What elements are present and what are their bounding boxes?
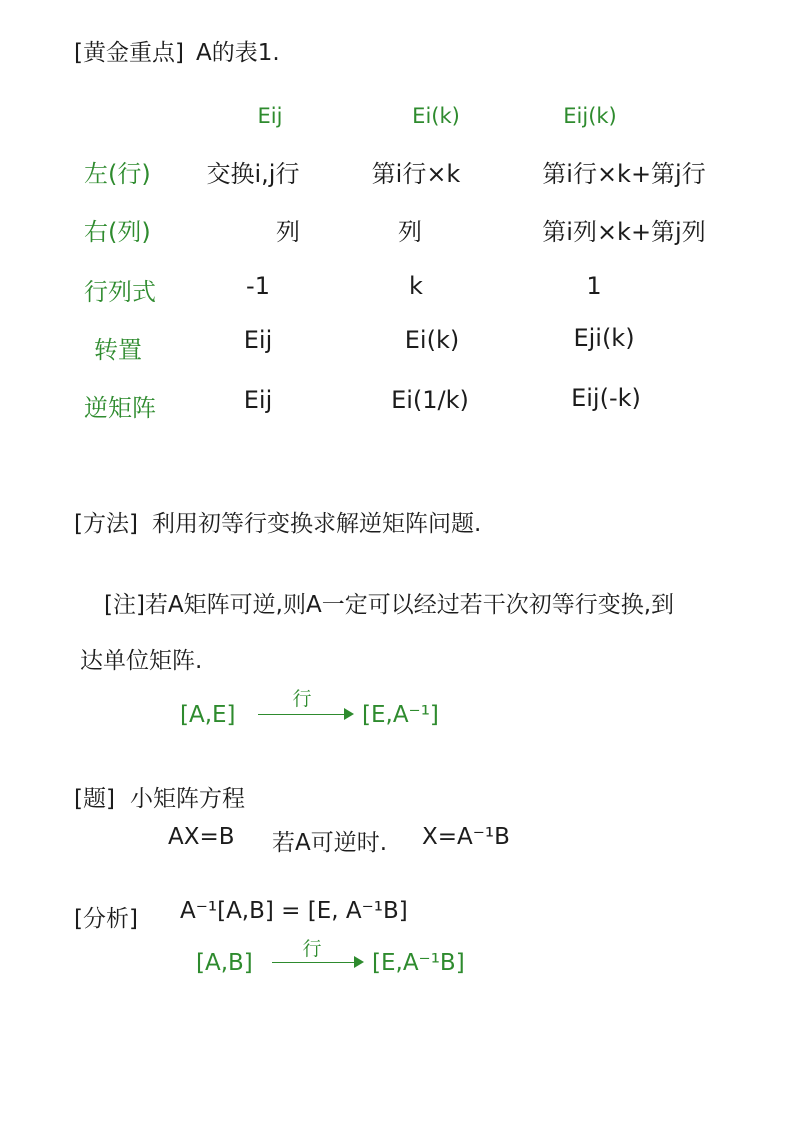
row-label-inverse: 逆矩阵: [84, 394, 156, 422]
table-cell: 列: [276, 218, 300, 246]
table-cell: 第i行×k: [371, 160, 461, 188]
analysis-arrow-left: [A,B]: [196, 950, 253, 976]
row-label-left-row: 左(行): [84, 160, 151, 188]
table-cell: Eij(-k): [571, 384, 641, 412]
table-cell: 第i列×k+第j列: [542, 218, 706, 246]
table-cell: 列: [398, 218, 422, 246]
analysis-formula: A⁻¹[A,B] = [E, A⁻¹B]: [180, 898, 408, 924]
table-cell: Eij: [243, 386, 273, 414]
column-header-eij: Eij: [257, 104, 283, 128]
column-header-ei-k: Ei(k): [412, 104, 460, 128]
note-arrow-right: [E,A⁻¹]: [362, 702, 439, 728]
table-cell: 第i行×k+第j行: [542, 160, 706, 188]
table-cell: -1: [246, 272, 270, 300]
row-label-determinant: 行列式: [84, 278, 156, 306]
table-cell: Eij: [243, 326, 273, 354]
row-label-transpose: 转置: [94, 336, 142, 364]
topic-solution: X=A⁻¹B: [422, 824, 510, 850]
method-label: [方法]: [74, 511, 138, 537]
row-label-right-column: 右(列): [84, 218, 151, 246]
table-cell: Ei(1/k): [391, 386, 469, 414]
column-header-eij-k: Eij(k): [563, 104, 617, 128]
note-arrow-label: 行: [292, 688, 312, 710]
topic-label: [题]: [74, 786, 115, 812]
note-arrow-left: [A,E]: [180, 702, 236, 728]
table-cell: 交换i,j行: [206, 160, 300, 188]
analysis-arrow-label: 行: [302, 938, 322, 960]
table-cell: 1: [586, 272, 602, 300]
analysis-arrow-right: [E,A⁻¹B]: [372, 950, 465, 976]
table-cell: Eji(k): [573, 324, 635, 352]
note-line-2: 达单位矩阵.: [80, 648, 203, 674]
header-label: [黄金重点]: [74, 40, 184, 66]
topic-text: 小矩阵方程: [130, 786, 245, 812]
table-cell: Ei(k): [404, 326, 460, 354]
header-text: A的表1.: [196, 40, 280, 66]
table-cell: k: [409, 272, 423, 300]
method-text: 利用初等行变换求解逆矩阵问题.: [152, 511, 482, 537]
topic-condition: 若A可逆时.: [272, 830, 388, 856]
topic-equation: AX=B: [168, 824, 235, 850]
analysis-label: [分析]: [74, 906, 138, 932]
note-line-1: [注]若A矩阵可逆,则A一定可以经过若干次初等行变换,到: [104, 592, 675, 618]
